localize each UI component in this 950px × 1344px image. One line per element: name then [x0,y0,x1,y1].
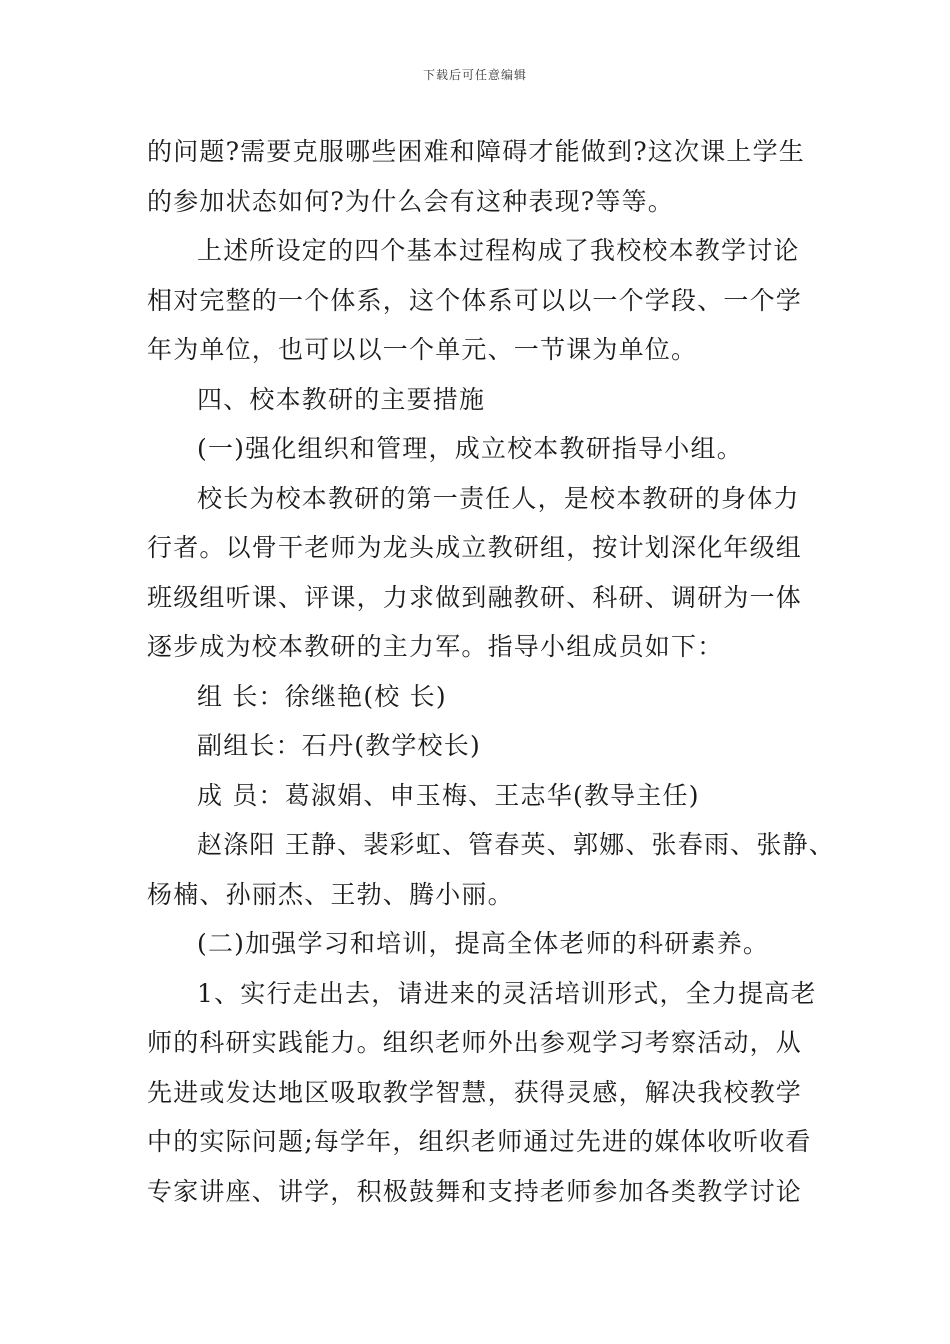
text-line: (一)强化组织和管理，成立校本教研指导小组。 [197,434,743,463]
document-body [147,127,835,1216]
text-line: 的问题?需要克服哪些困难和障碍才能做到?这次课上学生 [147,137,806,166]
text-line: 相对完整的一个体系，这个体系可以以一个学段、一个学 [147,285,803,315]
text-line: 班级组听课、评课，力求做到融教研、科研、调研为一体 [147,582,803,612]
text-line: 行者。以骨干老师为龙头成立教研组，按计划深化年级组 [147,533,803,562]
text-line: 专家讲座、讲学，积极鼓舞和支持老师参加各类教学讨论 [147,1176,803,1206]
text-line: 年为单位，也可以以一个单元、一节课为单位。 [147,335,698,364]
text-line: 先进或发达地区吸取教学智慧，获得灵感，解决我校教学 [147,1077,803,1107]
text-line: 组 长：徐继艳(校 长) [197,681,447,711]
text-line: 中的实际问题;每学年，组织老师通过先进的媒体收听收看 [147,1127,812,1156]
page-header: 下载后可任意编辑 [422,68,527,82]
text-line: 四、校本教研的主要措施 [197,384,486,414]
text-line: 逐步成为校本教研的主力军。指导小组成员如下： [147,632,724,661]
text-line: 杨楠、孙丽杰、王勃、腾小丽。 [147,879,514,909]
text-line: 成 员：葛淑娟、申玉梅、王志华(教导主任) [197,780,700,810]
text-line: 1、实行走出去，请进来的灵活培训形式，全力提高老 [197,978,817,1008]
text-line: 赵涤阳 王静、裴彩虹、管春英、郭娜、张春雨、张静、 [197,830,835,859]
text-line: 的参加状态如何?为什么会有这种表现?等等。 [147,186,675,216]
text-line: 校长为校本教研的第一责任人，是校本教研的身体力 [197,483,800,513]
text-line: 师的科研实践能力。组织老师外出参观学习考察活动，从 [147,1028,803,1057]
text-line: 上述所设定的四个基本过程构成了我校校本教学讨论 [197,236,800,265]
text-line: (二)加强学习和培训，提高全体老师的科研素养。 [197,929,770,958]
text-line: 副组长：石丹(教学校长) [197,731,481,760]
